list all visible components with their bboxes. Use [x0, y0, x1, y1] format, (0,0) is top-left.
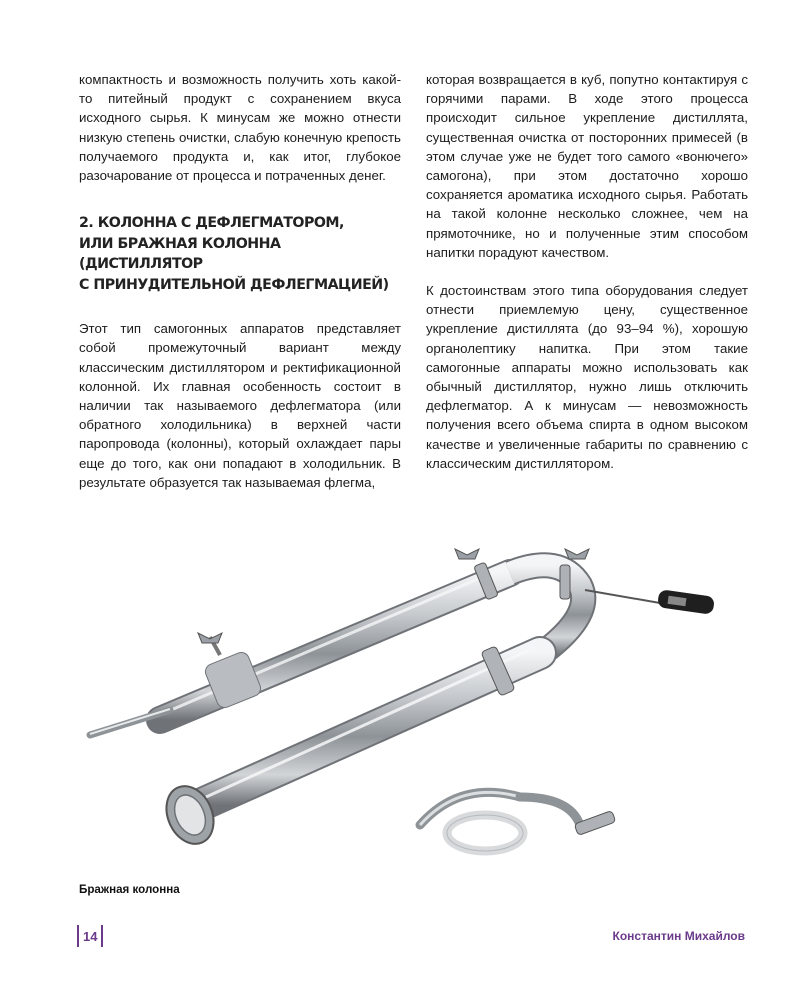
left-column — [79, 70, 401, 492]
heading-line-3: С ПРИНУДИТЕЛЬНОЙ ДЕФЛЕГМАЦИЕЙ) — [79, 276, 389, 293]
paragraph-column-description: Этот тип самогонных аппаратов представляет собой промежуточный вариант между классическим дистиллятором и ректификационной колонной. Их главная особенность состоит в наличии так называемого дефлегматора (или обратного холодильника) в верхней части паропровода (колонны), который охлаждает пары еще до того, как они попадают в холодильник. В результате образуется так называемая флегма, — [79, 321, 401, 490]
heading-line-2: ИЛИ БРАЖНАЯ КОЛОННА (ДИСТИЛЛЯТОР — [79, 235, 281, 273]
paragraph-flegma: которая возвращается в куб, попутно контактируя с горячими парами. В ходе этого процесса происходит сильное укрепление дистиллята, существенная очистка от посторонних примесей (в этом случае уже не будет того самого «вонючего» самогона), при этом достаточно хорошо сохраняется ароматика исходного сырья. Работать на такой колонне несколько сложнее, чем на прямоточнике, но и полученные этим способом напитки порадуют качеством. — [426, 72, 748, 260]
figure-caption: Бражная колонна — [79, 883, 180, 896]
right-column — [426, 70, 748, 473]
section-heading — [79, 213, 401, 295]
page-number: 14 — [83, 928, 98, 944]
page-number-box — [77, 925, 103, 947]
paragraph-intro-cont: компактность и возможность получить хоть какой-то питейный продукт с сохранением вкуса исходного сырья. К минусам же можно отнести низкую степень очистки, слабую конечную крепость получаемого продукта и, как итог, глубокое разочарование от процесса и потраченных денег. — [79, 72, 401, 184]
heading-line-1: 2. КОЛОННА С ДЕФЛЕГМАТОРОМ, — [79, 215, 344, 232]
still-column-illustration — [60, 535, 760, 885]
thermometer-icon — [585, 589, 715, 615]
paragraph-pros-cons: К достоинствам этого типа оборудования следует отнести приемлемую цену, существенное укрепление дистиллята (до 93–94 %), хорошую органолептику напитка. При этом такие самогонные аппараты можно использовать как обычный дистиллятор, нужно лишь отключить дефлегматор. А к минусам — невозможность получения всего объема спирта в одном высоком качестве и увеличенные габариты по сравнению с классическим дистиллятором. — [426, 283, 748, 471]
author-name: Константин Михайлов — [612, 929, 745, 943]
